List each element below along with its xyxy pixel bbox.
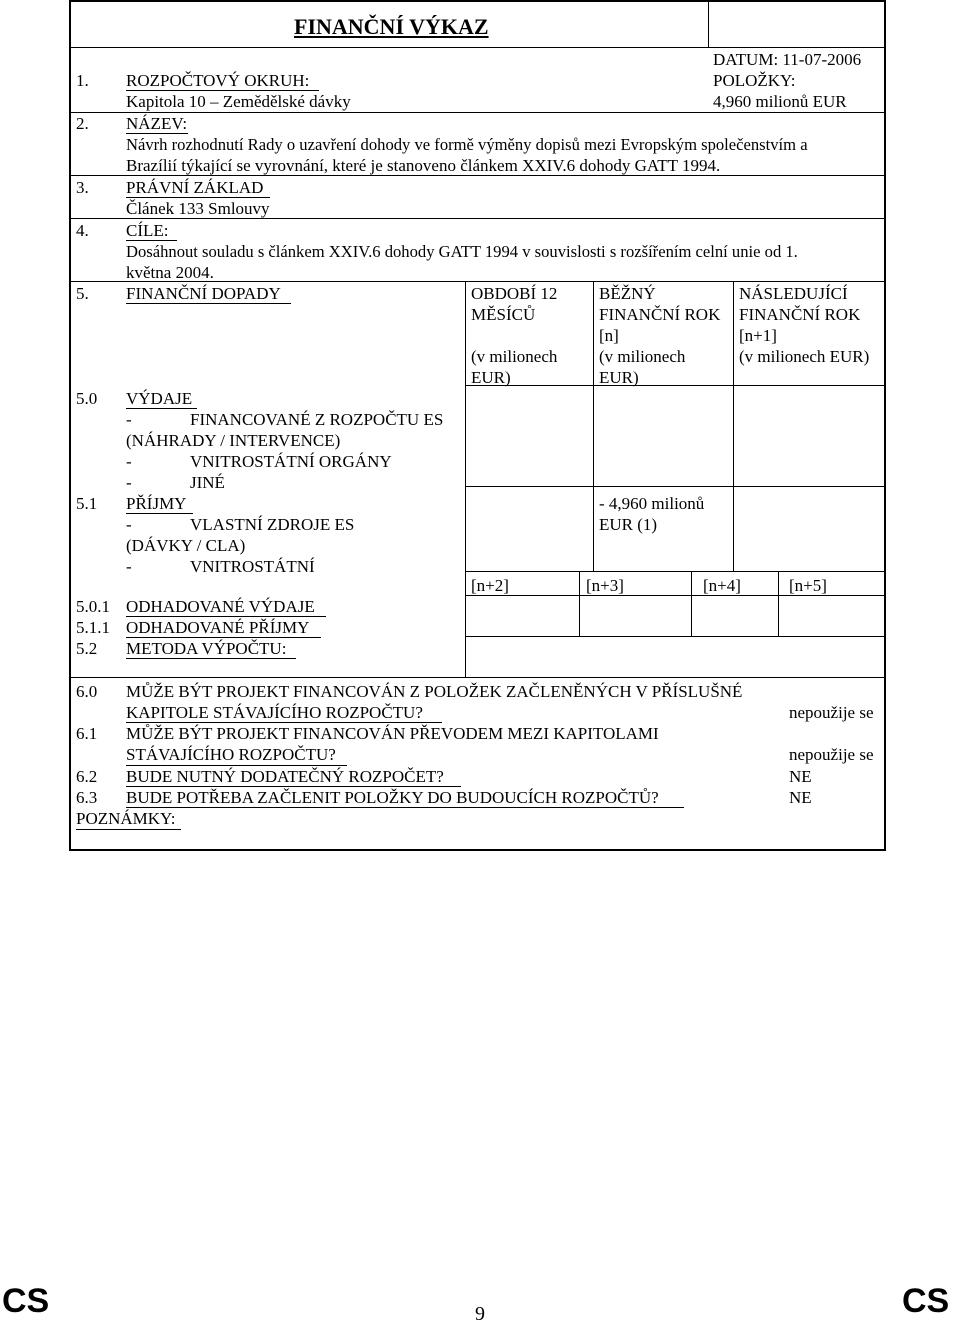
page-number: 9 xyxy=(475,1303,485,1325)
underline-63 xyxy=(126,807,684,808)
col-current-line2: FINANČNÍ ROK xyxy=(599,305,721,324)
underline-s3 xyxy=(126,197,270,198)
table-header-bottom xyxy=(465,385,886,386)
section5-bottom xyxy=(69,677,886,678)
underline-s5 xyxy=(126,303,291,304)
page-title: FINANČNÍ VÝKAZ xyxy=(294,14,489,39)
vydaje-item-2: (NÁHRADY / INTERVENCE) xyxy=(126,431,341,450)
q61-answer: nepoužije se xyxy=(789,745,874,764)
prijmy-label: PŘÍJMY xyxy=(126,494,187,513)
col-current-line4: (v milionech xyxy=(599,347,686,366)
section3-number: 3. xyxy=(76,178,89,197)
section5-label: FINANČNÍ DOPADY xyxy=(126,284,281,303)
section4-text-line1: Dosáhnout souladu s článkem XXIV.6 dohody GATT 1994 v souvislosti s rozšířením celní unie od 1. xyxy=(126,242,798,261)
section5-number: 5. xyxy=(76,284,89,303)
year-n3: [n+3] xyxy=(586,576,624,595)
q60-line2: KAPITOLE STÁVAJÍCÍHO ROZPOČTU? xyxy=(126,703,423,722)
q61-line1: MŮŽE BÝT PROJEKT FINANCOVÁN PŘEVODEM MEZI KAPITOLAMI xyxy=(126,724,659,743)
underline-s2 xyxy=(126,133,188,134)
underline-52 xyxy=(126,658,296,659)
underline-501 xyxy=(126,616,326,617)
q61-number: 6.1 xyxy=(76,724,98,743)
divider-after-1 xyxy=(69,112,886,113)
prijmy-dash-2: - xyxy=(126,557,132,576)
estimates-bottom xyxy=(465,636,886,637)
underline-511 xyxy=(126,637,321,638)
year-n4: [n+4] xyxy=(703,576,741,595)
col-next-line4: (v milionech EUR) xyxy=(739,347,870,366)
q62-answer: NE xyxy=(789,767,812,786)
underline-s4 xyxy=(126,240,177,241)
prijmy-value-line1: - 4,960 milionů xyxy=(599,494,705,513)
q62-number: 6.2 xyxy=(76,767,98,786)
col-next-line3: [n+1] xyxy=(739,326,777,345)
vydaje-dash-2: - xyxy=(126,452,132,471)
polozky-value: 4,960 milionů EUR xyxy=(713,92,847,111)
years-col-c xyxy=(778,571,779,637)
section3-value: Článek 133 Smlouvy xyxy=(126,199,270,218)
q63-number: 6.3 xyxy=(76,788,98,807)
prijmy-item-1: VLASTNÍ ZDROJE ES xyxy=(190,515,355,534)
footer-language-right: CS xyxy=(902,1282,950,1320)
section2-label: NÁZEV: xyxy=(126,114,188,133)
metoda-number: 5.2 xyxy=(76,639,98,658)
years-top xyxy=(465,571,886,572)
odh-prijmy-label: ODHADOVANÉ PŘÍJMY xyxy=(126,618,310,637)
metoda-label: METODA VÝPOČTU: xyxy=(126,639,287,658)
col-current-line5: EUR) xyxy=(599,368,639,387)
underline-62 xyxy=(126,786,461,787)
frame-right xyxy=(884,0,886,850)
vydaje-number: 5.0 xyxy=(76,389,98,408)
underline-s1 xyxy=(126,90,319,91)
col-current-line3: [n] xyxy=(599,326,619,345)
prijmy-number: 5.1 xyxy=(76,494,98,513)
frame-bottom xyxy=(69,849,886,851)
col-next-line2: FINANČNÍ ROK xyxy=(739,305,861,324)
table-col-2 xyxy=(593,281,594,571)
vydaje-label: VÝDAJE xyxy=(126,389,193,408)
frame-top xyxy=(69,0,886,2)
q63-text: BUDE POTŘEBA ZAČLENIT POLOŽKY DO BUDOUCÍCH ROZPOČTŮ? xyxy=(126,788,659,807)
col-period-line4: EUR) xyxy=(471,368,511,387)
section1-number: 1. xyxy=(76,71,89,90)
vydaje-dash-3: - xyxy=(126,473,132,492)
section3-label: PRÁVNÍ ZÁKLAD xyxy=(126,178,264,197)
col-current-line1: BĚŽNÝ xyxy=(599,284,656,303)
prijmy-value-line2: EUR (1) xyxy=(599,515,658,534)
years-col-b xyxy=(691,571,692,637)
q60-line1: MŮŽE BÝT PROJEKT FINANCOVÁN Z POLOŽEK ZAČLENĚNÝCH V PŘÍSLUŠNÉ xyxy=(126,682,743,701)
col-next-line1: NÁSLEDUJÍCÍ xyxy=(739,284,848,303)
section2-number: 2. xyxy=(76,114,89,133)
table-col-left xyxy=(465,281,466,487)
date-label: DATUM: 11-07-2006 xyxy=(713,50,862,69)
section2-text-line2: Brazílií týkající se vyrovnání, které je stanoveno článkem XXIV.6 dohody GATT 1994. xyxy=(126,156,721,175)
q60-number: 6.0 xyxy=(76,682,98,701)
vydaje-item-3: VNITROSTÁTNÍ ORGÁNY xyxy=(190,452,392,471)
year-n2: [n+2] xyxy=(471,576,509,595)
section1-value: Kapitola 10 – Zemědělské dávky xyxy=(126,92,351,111)
table-col-3 xyxy=(733,281,734,571)
header-divider xyxy=(69,47,886,48)
underline-50 xyxy=(126,408,197,409)
vydaje-dash-1: - xyxy=(126,410,132,429)
q62-text: BUDE NUTNÝ DODATEČNÝ ROZPOČET? xyxy=(126,767,444,786)
frame-left xyxy=(69,0,71,850)
footer-language-left: CS xyxy=(2,1282,50,1320)
table-row-bottom xyxy=(465,486,886,487)
underline-51 xyxy=(126,513,193,514)
section4-number: 4. xyxy=(76,221,89,240)
odh-prijmy-number: 5.1.1 xyxy=(76,618,110,637)
vydaje-item-1: FINANCOVANÉ Z ROZPOČTU ES xyxy=(190,410,444,429)
q61-line2: STÁVAJÍCÍHO ROZPOČTU? xyxy=(126,745,336,764)
table-col-left-2 xyxy=(465,486,466,678)
polozky-label: POLOŽKY: xyxy=(713,71,796,90)
prijmy-item-3: VNITROSTÁTNÍ xyxy=(190,557,315,576)
section4-text-line2: května 2004. xyxy=(126,263,214,282)
underline-notes xyxy=(76,829,181,830)
date-cell-left xyxy=(708,0,709,48)
section2-text-line1: Návrh rozhodnutí Rady o uzavření dohody ve formě výměny dopisů mezi Evropským společenstvím a xyxy=(126,135,808,154)
odh-vydaje-number: 5.0.1 xyxy=(76,597,110,616)
q63-answer: NE xyxy=(789,788,812,807)
underline-61 xyxy=(126,765,347,766)
col-period-line3: (v milionech xyxy=(471,347,558,366)
prijmy-item-2: (DÁVKY / CLA) xyxy=(126,536,246,555)
underline-60 xyxy=(126,722,442,723)
prijmy-dash-1: - xyxy=(126,515,132,534)
year-n5: [n+5] xyxy=(789,576,827,595)
odh-vydaje-label: ODHADOVANÉ VÝDAJE xyxy=(126,597,315,616)
q60-answer: nepoužije se xyxy=(789,703,874,722)
years-col-a xyxy=(579,571,580,637)
notes-label: POZNÁMKY: xyxy=(76,809,176,828)
col-period-line1: OBDOBÍ 12 xyxy=(471,284,558,303)
section1-label: ROZPOČTOVÝ OKRUH: xyxy=(126,71,310,90)
vydaje-item-4: JINÉ xyxy=(190,473,225,492)
section4-label: CÍLE: xyxy=(126,221,169,240)
col-period-line2: MĚSÍCŮ xyxy=(471,305,536,324)
